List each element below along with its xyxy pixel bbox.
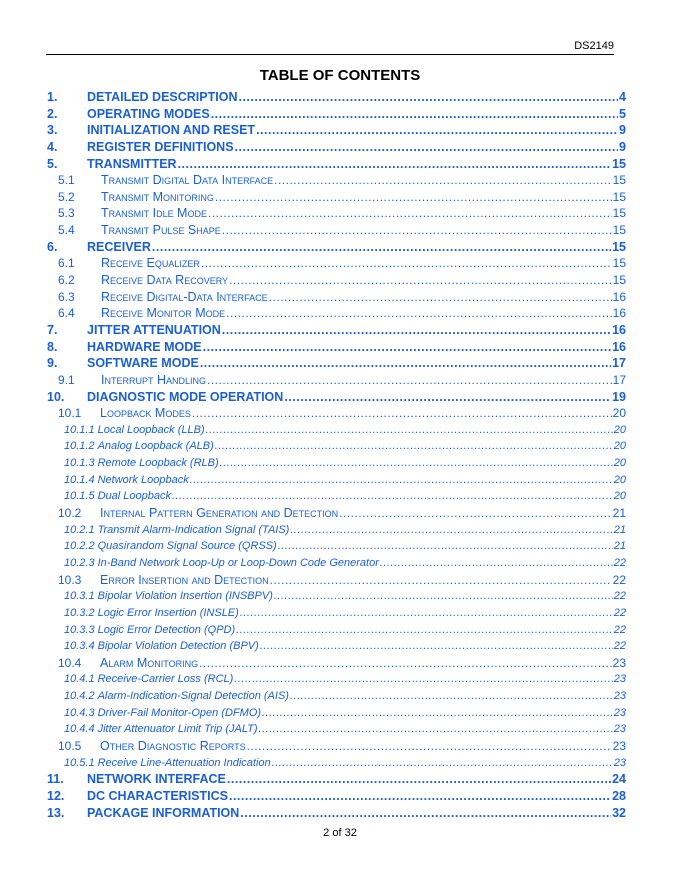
dot-leader [274,588,613,605]
dot-leader [260,638,613,655]
toc-entry-title: Alarm Monitoring [100,655,199,670]
dot-leader [259,721,613,738]
toc-entry-number: 10.2.2 [64,540,95,553]
toc-entry[interactable] [47,671,626,688]
dot-leader [200,355,611,372]
dot-leader [226,305,611,322]
dot-leader [190,472,613,489]
dot-leader [222,322,611,339]
toc-entry-page: 20 [613,473,626,486]
toc-entry-number: 9.1 [58,372,75,387]
toc-entry-title: Logic Error Insertion (INSLE) [97,606,239,619]
toc-entry-number: 10.3.1 [64,590,95,603]
toc-entry[interactable] [47,89,626,106]
toc-entry-number: 6.3 [58,289,75,304]
toc-entry-number: 13. [47,805,65,820]
toc-entry-title: JITTER ATTENUATION [87,322,221,337]
toc-entry-title: Transmit Pulse Shape [101,223,221,238]
toc-entry-page: 23 [612,738,626,753]
toc-entry-number: 10.1.4 [64,473,95,486]
toc-entry-number: 6.4 [58,306,75,321]
toc-entry-number: 10.4.1 [64,673,95,686]
toc-entry-page: 15 [612,189,626,204]
toc-entry-number: 10.1.3 [64,457,95,470]
toc-entry-page: 16 [612,289,626,304]
toc-entry-title: Receive Line-Attenuation Indication [97,756,271,769]
toc-entry-title: Transmit Digital Data Interface [101,173,274,188]
toc-entry-page: 17 [612,356,626,371]
dot-leader [274,172,612,189]
dot-leader [236,622,613,639]
dot-leader [229,272,612,289]
toc-entry-page: 32 [612,805,626,820]
toc-entry-page: 15 [612,173,626,188]
toc-entry[interactable] [47,638,626,655]
toc-entry-page: 23 [613,673,626,686]
toc-entry-number: 5. [47,156,58,171]
dot-leader [269,289,612,306]
toc-entry[interactable] [47,106,626,123]
page-title: TABLE OF CONTENTS [259,67,421,84]
toc-entry[interactable] [47,139,626,156]
toc-entry-title: Dual Loopback [97,490,171,503]
toc-entry-number: 10.3.3 [64,623,95,636]
toc-entry-number: 10.4 [58,655,82,670]
toc-entry-title: Remote Loopback (RLB) [97,457,219,470]
toc-entry[interactable] [47,588,626,605]
dot-leader [290,688,613,705]
toc-entry-title: INITIALIZATION AND RESET [87,123,256,138]
toc-entry-page: 23 [613,690,626,703]
toc-entry-title: Quasirandom Signal Source (QRSS) [97,540,277,553]
toc-entry-page: 23 [613,723,626,736]
toc-entry[interactable] [47,555,626,572]
toc-entry-page: 15 [612,273,626,288]
toc-entry-number: 10.1.2 [64,440,95,453]
toc-entry[interactable] [47,239,626,256]
toc-entry-title: Loopback Modes [100,406,191,421]
toc-entry[interactable] [47,538,626,555]
toc-entry-number: 10.1 [58,406,82,421]
toc-entry[interactable] [47,605,626,622]
toc-entry[interactable] [47,738,626,755]
dot-leader [152,239,611,256]
toc-entry[interactable] [47,289,626,306]
toc-entry[interactable] [47,339,626,356]
toc-entry-title: OPERATING MODES [87,106,210,121]
toc-entry-number: 10.1.5 [64,490,95,503]
toc-entry[interactable] [47,505,626,522]
toc-entry-page: 24 [612,772,626,787]
dot-leader [235,139,619,156]
dot-leader [192,405,612,422]
dot-leader [206,422,613,439]
toc-entry-page: 22 [613,606,626,619]
dot-leader [220,455,613,472]
toc-entry-title: Bipolar Violation Detection (BPV) [97,640,259,653]
toc-entry-page: 28 [612,788,626,803]
toc-entry-number: 10.2.3 [64,556,95,569]
dot-leader [272,755,613,772]
toc-entry-page: 23 [612,655,626,670]
toc-entry-title: PACKAGE INFORMATION [87,805,240,820]
toc-entry-title: DC CHARACTERISTICS [87,788,228,803]
toc-entry[interactable] [47,322,626,339]
toc-entry[interactable] [47,572,626,589]
toc-entry-title: Jitter Attenuator Limit Trip (JALT) [97,723,258,736]
toc-entry-number: 4. [47,139,58,154]
toc-entry-title: Receive Data Recovery [101,273,229,288]
dot-leader [284,389,611,406]
toc-entry-title: Receive Digital-Data Interface [101,289,268,304]
toc-entry-title: Transmit Idle Mode [101,206,207,221]
dot-leader [207,372,612,389]
toc-entry[interactable] [47,455,626,472]
dot-leader [380,555,613,572]
toc-entry-number: 2. [47,106,58,121]
toc-entry[interactable] [47,189,626,206]
header-rule [46,54,614,55]
toc-entry-title: Transmit Monitoring [101,189,214,204]
toc-entry-page: 20 [613,423,626,436]
toc-entry-number: 9. [47,356,58,371]
dot-leader [240,805,611,822]
toc-entry-title: Other Diagnostic Reports [100,738,246,753]
table-of-contents [47,89,626,821]
toc-entry[interactable] [47,305,626,322]
toc-entry[interactable] [47,355,626,372]
toc-entry-title: HARDWARE MODE [87,339,202,354]
toc-entry[interactable] [47,172,626,189]
page-header-code: DS2149 [574,40,614,52]
toc-entry[interactable] [47,755,626,772]
toc-entry-page: 21 [613,540,626,553]
toc-entry[interactable] [47,622,626,639]
toc-entry-title: NETWORK INTERFACE [87,772,226,787]
toc-entry[interactable] [47,122,626,139]
dot-leader [178,156,612,173]
dot-leader [278,538,613,555]
dot-leader [238,89,618,106]
toc-entry-page: 21 [613,523,626,536]
toc-entry-page: 23 [613,756,626,769]
dot-leader [256,122,618,139]
dot-leader [234,671,612,688]
toc-entry-page: 9 [619,139,626,154]
dot-leader [247,738,612,755]
toc-entry-page: 20 [613,440,626,453]
toc-entry-title: In-Band Network Loop-Up or Loop-Down Code Generator [97,556,379,569]
toc-entry-title: DIAGNOSTIC MODE OPERATION [87,389,284,404]
toc-entry[interactable] [47,272,626,289]
toc-entry-page: 22 [613,590,626,603]
toc-entry[interactable] [47,222,626,239]
toc-entry-title: Alarm-Indication-Signal Detection (AIS) [97,690,289,703]
dot-leader [199,655,612,672]
toc-entry[interactable] [47,372,626,389]
dot-leader [203,339,612,356]
toc-entry-title: Receive Monitor Mode [101,306,226,321]
dot-leader [262,705,613,722]
dot-leader [229,788,611,805]
toc-entry-page: 16 [612,306,626,321]
dot-leader [227,771,611,788]
toc-entry-number: 5.4 [58,223,75,238]
toc-entry-page: 15 [612,239,626,254]
toc-entry-title: Driver-Fail Monitor-Open (DFMO) [97,706,261,719]
toc-entry[interactable] [47,705,626,722]
toc-entry-number: 5.1 [58,173,75,188]
toc-entry-page: 16 [612,339,626,354]
toc-entry-page: 20 [613,457,626,470]
toc-entry-number: 10.5.1 [64,756,95,769]
toc-entry-number: 10.3.2 [64,606,95,619]
toc-entry[interactable] [47,655,626,672]
dot-leader [215,438,613,455]
toc-entry-page: 22 [613,556,626,569]
toc-entry-page: 22 [613,640,626,653]
toc-entry[interactable] [47,205,626,222]
toc-entry-title: Analog Loopback (ALB) [97,440,214,453]
toc-entry[interactable] [47,405,626,422]
page-number-footer: 2 of 32 [323,827,357,839]
dot-leader [215,189,612,206]
dot-leader [240,605,613,622]
toc-entry-title: Receive Equalizer [101,256,200,271]
toc-entry-number: 6.2 [58,273,75,288]
dot-leader [270,572,612,589]
toc-entry-title: Interrupt Handling [101,372,206,387]
toc-entry-title: TRANSMITTER [87,156,177,171]
toc-entry[interactable] [47,771,626,788]
toc-entry-number: 7. [47,322,58,337]
toc-entry-number: 3. [47,123,58,138]
toc-entry-title: Error Insertion and Detection [100,572,269,587]
toc-entry-page: 15 [612,223,626,238]
dot-leader [172,488,613,505]
toc-entry-number: 6.1 [58,256,75,271]
toc-entry-number: 5.3 [58,206,75,221]
toc-entry[interactable] [47,255,626,272]
toc-entry[interactable] [47,422,626,439]
dot-leader [339,505,612,522]
toc-entry-page: 20 [612,406,626,421]
toc-entry-title: DETAILED DESCRIPTION [87,90,238,104]
toc-entry-page: 4 [619,90,626,104]
toc-entry-page: 9 [619,123,626,138]
dot-leader [290,522,612,539]
toc-entry-number: 10.1.1 [64,423,95,436]
toc-entry[interactable] [47,721,626,738]
toc-entry-title: Logic Error Detection (QPD) [97,623,236,636]
toc-entry-number: 10.3.4 [64,640,95,653]
toc-entry[interactable] [47,488,626,505]
toc-entry-number: 10. [47,389,65,404]
toc-entry-number: 10.3 [58,572,82,587]
dot-leader [201,255,612,272]
toc-entry-title: REGISTER DEFINITIONS [87,139,234,154]
toc-entry-page: 15 [612,256,626,271]
toc-entry-number: 10.5 [58,738,82,753]
toc-entry-page: 16 [612,322,626,337]
toc-entry[interactable] [47,438,626,455]
toc-entry-number: 8. [47,339,58,354]
toc-entry-page: 17 [612,372,626,387]
toc-entry-page: 22 [612,572,626,587]
toc-entry[interactable] [47,688,626,705]
toc-entry-title: Network Loopback [97,473,189,486]
toc-entry-page: 15 [612,206,626,221]
toc-entry-title: Transmit Alarm-Indication Signal (TAIS) [97,523,290,536]
toc-entry-page: 20 [613,490,626,503]
toc-entry[interactable] [47,389,626,406]
toc-entry-title: SOFTWARE MODE [87,356,199,371]
toc-entry-page: 21 [612,506,626,521]
toc-entry-title: Local Loopback (LLB) [97,423,205,436]
dot-leader [211,106,618,123]
toc-entry-number: 11. [47,772,64,787]
toc-entry-title: RECEIVER [87,239,151,254]
toc-entry[interactable] [47,805,626,822]
toc-entry-number: 1. [47,90,58,104]
toc-entry-title: Receive-Carrier Loss (RCL) [97,673,234,686]
toc-entry-page: 22 [613,623,626,636]
toc-entry[interactable] [47,472,626,489]
dot-leader [222,222,612,239]
toc-entry-number: 6. [47,239,58,254]
toc-entry[interactable] [47,156,626,173]
toc-entry[interactable] [47,522,626,539]
toc-entry-title: Internal Pattern Generation and Detection [100,506,339,521]
toc-entry-number: 10.4.2 [64,690,95,703]
toc-entry-number: 5.2 [58,189,75,204]
toc-entry-number: 10.4.3 [64,706,95,719]
toc-entry-page: 15 [612,156,626,171]
toc-entry-number: 12. [47,788,65,803]
toc-entry-number: 10.2.1 [64,523,95,536]
toc-entry-page: 19 [612,389,626,404]
toc-entry-number: 10.4.4 [64,723,95,736]
dot-leader [208,205,612,222]
toc-entry-page: 23 [613,706,626,719]
toc-entry-page: 5 [619,106,626,121]
toc-entry[interactable] [47,788,626,805]
toc-entry-title: Bipolar Violation Insertion (INSBPV) [97,590,273,603]
toc-entry-number: 10.2 [58,506,82,521]
